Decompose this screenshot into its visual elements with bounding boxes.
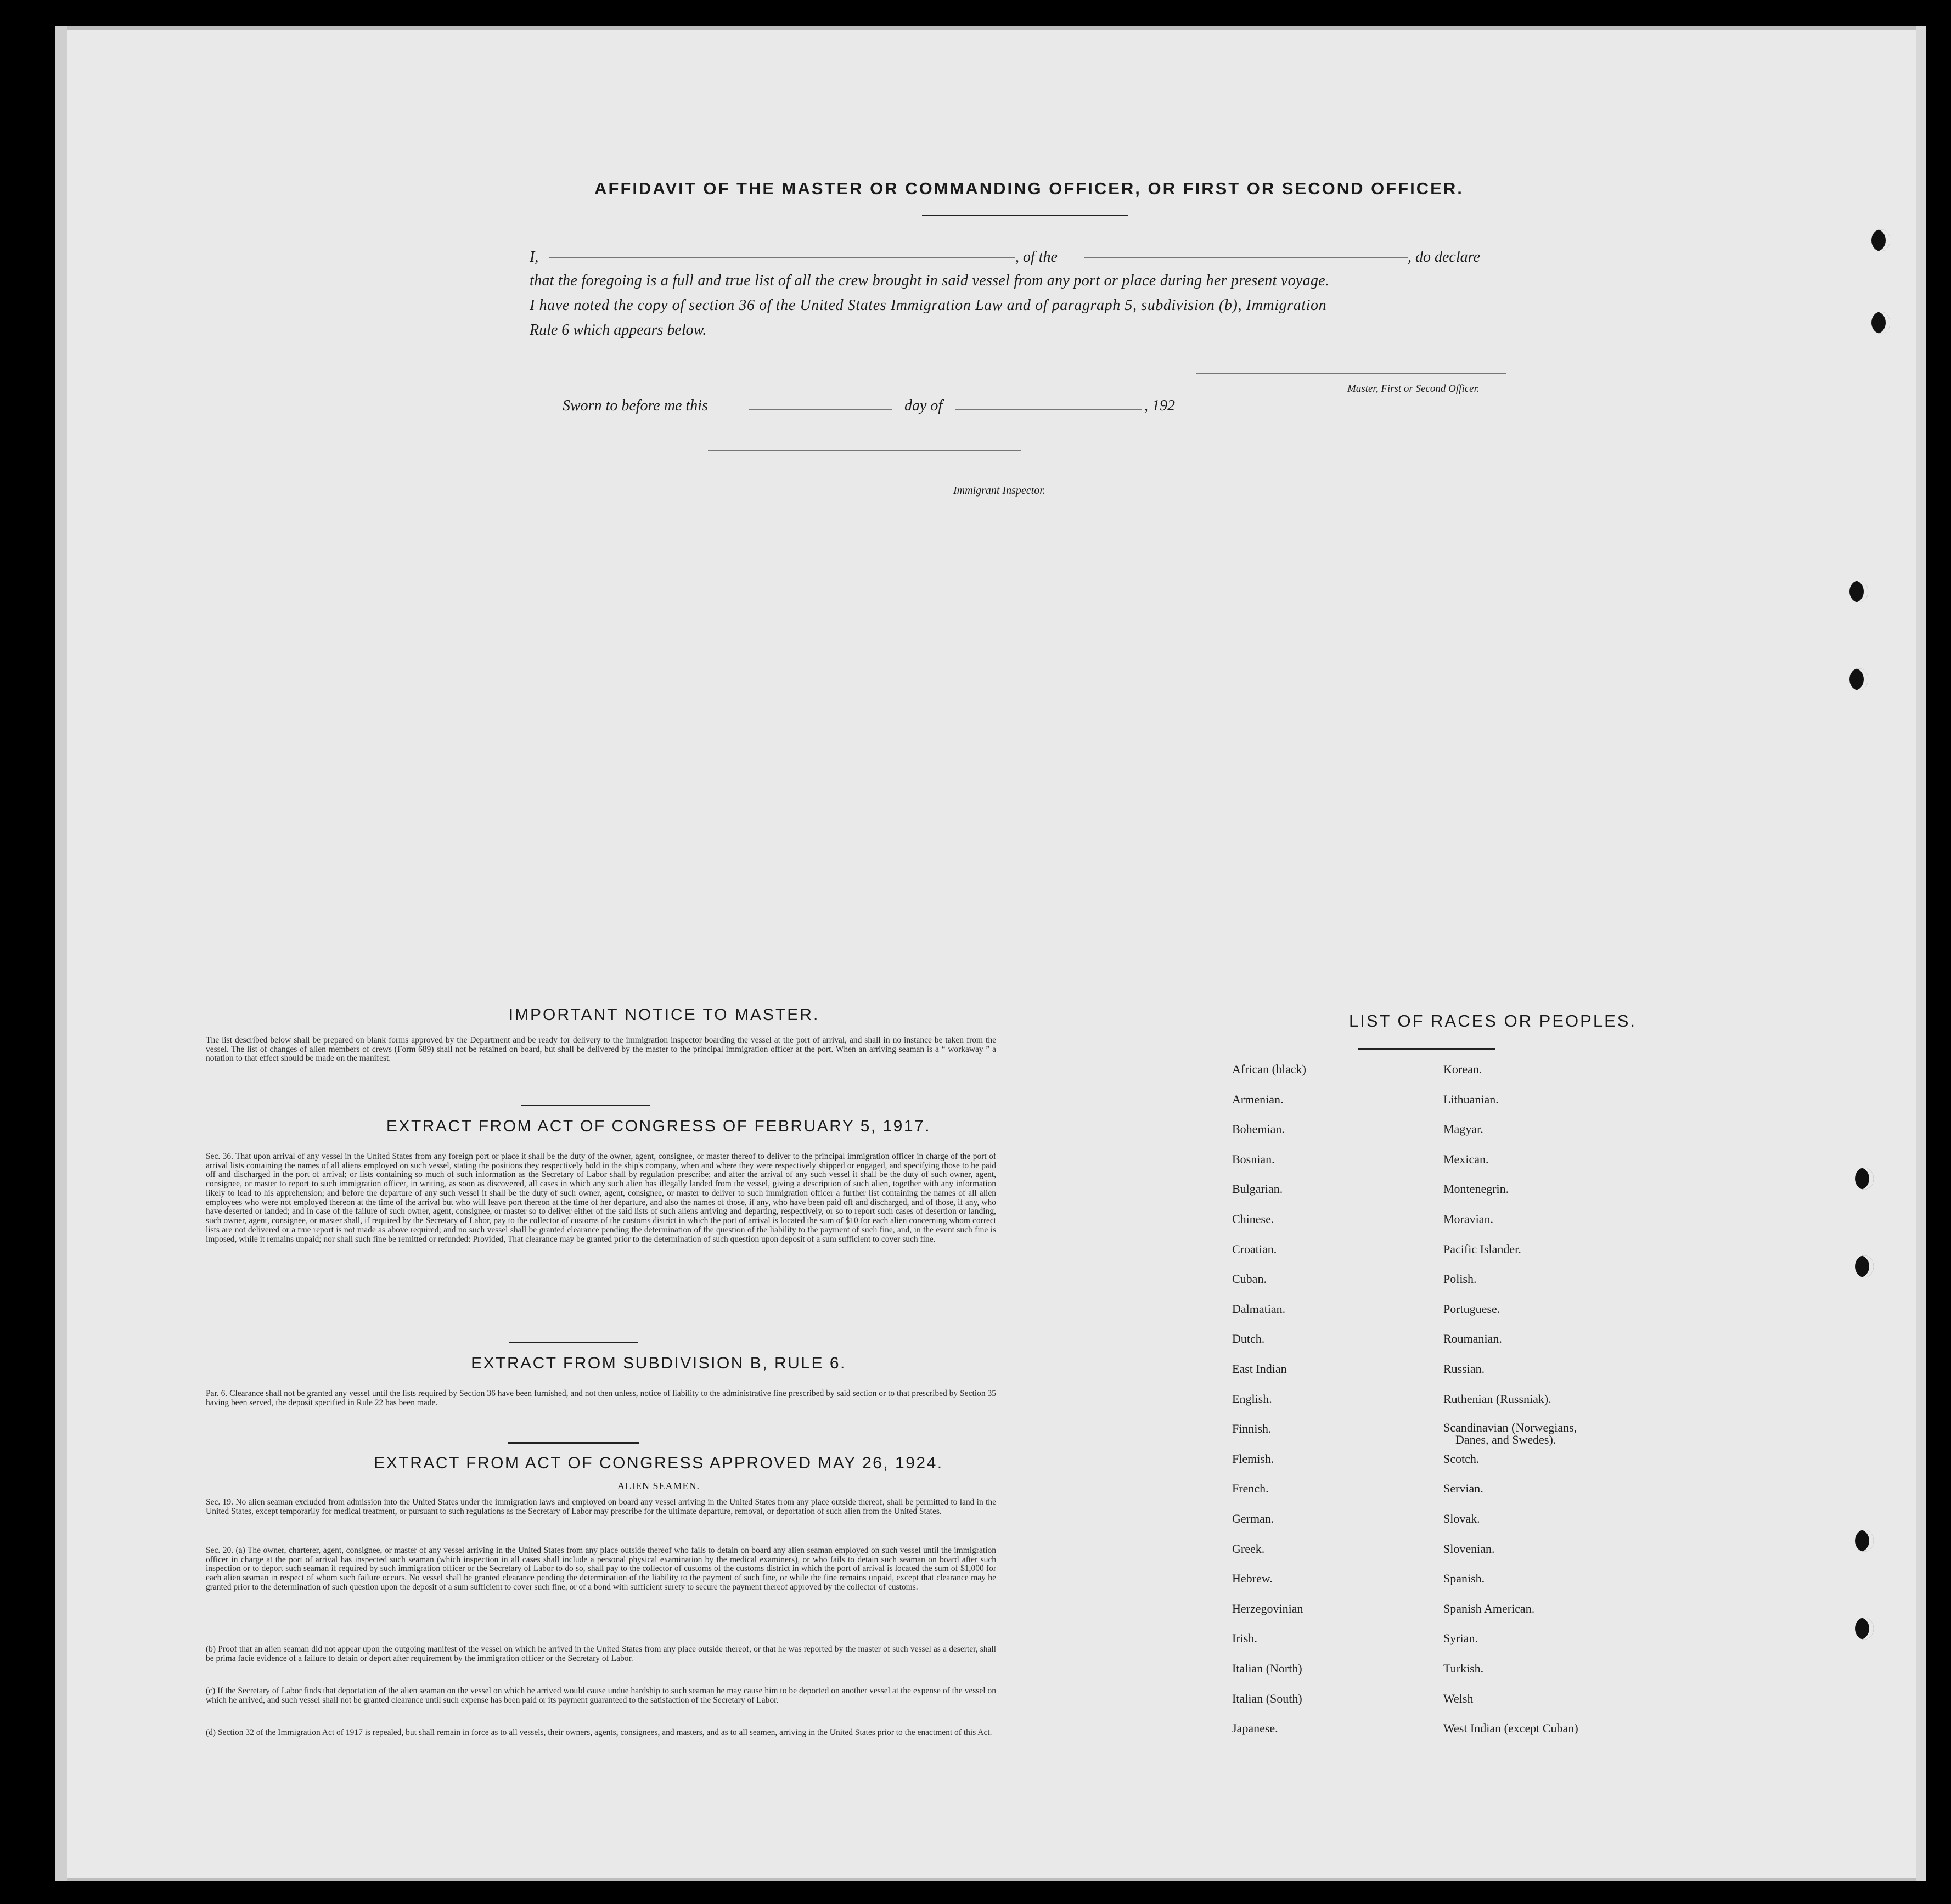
extract-1917-body: Sec. 36. That upon arrival of any vessel in the United States from any foreign port or place it shall be the duty of the owner, agent, consignee, or master thereof to deliver to the principal immigration officer in charge of the port of arrival lists containing the names of all aliens employed on such vessel, stating the positions they respectively hold in the ship's company, when and where they were respectively shipped or engaged, and specifying those to be paid off and discharged in the port of arrival; or lists containing so much of such information as the Secretary of Labor shall by regulation prescribe; and after the arrival of any such vessel it shall be the duty of such owner, agent, consignee, or master to report to such immigration officer, in writing, as soon as discovered, all cases in which any such alien has illegally landed from the vessel, giving a description of such alien, together with any information likely to lead to his apprehension; and before the departure of any such vessel it shall be the duty of such owner, agent, consignee, or master to deliver to such immigration officer a further list containing the names of all alien employees who were not employed thereon at the time of the arrival but who will leave port thereon at the time of her departure, and also the names of those, if any, who have been paid off and discharged, and of those, if any, who have deserted or landed; and in case of the failure of such owner, agent, consignee, or master so to deliver either of the said lists of such aliens arriving and departing, respectively, or so to report such cases of desertion or landing, such owner, agent, consignee, or master shall, if required by the Secretary of Labor, pay to the collector of customs of the customs district in which the port of arrival is located the sum of $10 for each alien concerning whom correct lists are not delivered or a true report is not made as above required; and no such vessel shall be granted clearance pending the determination of the question of the liability to the payment of such fine, and, in the event such fine is imposed, while it remains unpaid; nor shall such fine be remitted or refunded: Provided, That clearance may be granted prior to the determination of such question upon deposit of a sum sufficient to cover such fine. [206, 1152, 996, 1244]
race-item: French. [1232, 1481, 1269, 1495]
race-item: Russian. [1443, 1362, 1485, 1376]
race-item: Croatian. [1232, 1242, 1277, 1256]
alien-seamen-subtitle: ALIEN SEAMEN. [617, 1480, 700, 1491]
race-item: Italian (South) [1232, 1692, 1302, 1705]
day-of-label: day of [904, 397, 943, 414]
sec19-body: Sec. 19. No alien seaman excluded from admission into the United States under the immigration laws and employed on board any vessel arriving in the United States from any place outside thereof, shall be permitted to land in the United States, except temporarily for medical treatment, or pursuant to such regulations as the Secretary of Labor may prescribe for the ultimate departure, removal, or deportation of such alien from the United States. [206, 1497, 996, 1516]
race-item: Portuguese. [1443, 1302, 1500, 1316]
race-item: Turkish. [1443, 1661, 1484, 1675]
race-item: Irish. [1232, 1631, 1257, 1645]
race-item: Servian. [1443, 1481, 1483, 1495]
inspector-signature-blank[interactable] [708, 450, 1021, 451]
sec20a-body: Sec. 20. (a) The owner, charterer, agent, consignee, or master of any vessel arriving in the United States from any place outside thereof who fails to detain on board any alien seaman employed on such vessel until the immigration officer in charge at the port of arrival has inspected such seaman (which inspection in all cases shall include a personal physical examination by the medical examiners), or who fails to detain such seaman on board after such inspection or to deport such seaman if required by such immigration officer or the Secretary of Labor to do so, shall pay to the collector of customs of the customs district in which the port of arrival is located the sum of $1,000 for each alien seaman in respect of whom such failure occurs. No vessel shall be granted clearance pending the determination of the liability to the payment of such fine, or while the fine remains unpaid, except that clearance may be granted prior to the determination of such question upon the deposit of a sum sufficient to cover such fine, or of a bond with sufficient surety to secure the payment thereof approved by the collector of customs. [206, 1546, 996, 1592]
race-item: Herzegovinian [1232, 1602, 1303, 1615]
section-divider [508, 1442, 639, 1444]
sworn-month-blank[interactable] [955, 409, 1142, 410]
extract-1917-title: EXTRACT FROM ACT OF CONGRESS OF FEBRUARY 5, 1917. [386, 1117, 931, 1135]
race-item: Greek. [1232, 1542, 1265, 1556]
binder-hole [1871, 312, 1890, 334]
race-item: Slovak. [1443, 1512, 1480, 1525]
race-item: Magyar. [1443, 1122, 1483, 1136]
binder-hole [1849, 668, 1868, 690]
race-item: Welsh [1443, 1692, 1474, 1705]
race-item: Cuban. [1232, 1272, 1267, 1286]
race-item: Korean. [1443, 1062, 1482, 1076]
race-item: Scandinavian (Norwegians, Danes, and Swedes). [1443, 1421, 1577, 1446]
section-divider [521, 1105, 650, 1106]
section-divider [509, 1342, 638, 1343]
binder-hole [1871, 229, 1890, 251]
race-item: East Indian [1232, 1362, 1287, 1376]
affidavit-declare-label: , do declare [1408, 249, 1480, 266]
races-title: LIST OF RACES OR PEOPLES. [1348, 1011, 1637, 1030]
race-item: Lithuanian. [1443, 1092, 1499, 1106]
race-item: Spanish. [1443, 1571, 1485, 1585]
race-item: Armenian. [1232, 1092, 1284, 1106]
extract-rule6-title: EXTRACT FROM SUBDIVISION B, RULE 6. [471, 1354, 846, 1372]
affidavit-of-the-label: , of the [1015, 249, 1058, 266]
race-item: Bulgarian. [1232, 1182, 1283, 1196]
sec20d-body: (d) Section 32 of the Immigration Act of 1917 is repealed, but shall remain in force as to all vessels, their owners, agents, consignees, and masters, and as to all seamen, arriving in the United States prior to the enactment of this Act. [206, 1728, 992, 1737]
race-item: Bohemian. [1232, 1122, 1285, 1136]
race-item: Roumanian. [1443, 1332, 1502, 1345]
race-item: German. [1232, 1512, 1274, 1525]
race-item: West Indian (except Cuban) [1443, 1721, 1578, 1735]
binder-hole [1855, 1530, 1874, 1552]
race-item: Slovenian. [1443, 1542, 1495, 1556]
notice-title: IMPORTANT NOTICE TO MASTER. [508, 1006, 820, 1024]
notice-body: The list described below shall be prepared on blank forms approved by the Department and be ready for delivery to the immigration inspector boarding the vessel at the port of arrival, and shall in no instance be taken from the vessel. The list of changes of alien members of crews (Form 689) shall not be retained on board, but shall be delivered by the master to the principal immigration officer at the port. When an arriving seaman is a “ workaway ” a notation to that effect should be made on the manifest. [206, 1035, 996, 1063]
affidavit-title: AFFIDAVIT OF THE MASTER OR COMMANDING OFFICER, OR FIRST OR SECOND OFFICER. [594, 179, 1464, 198]
year-label: , 192 [1144, 397, 1175, 414]
title-underline [922, 215, 1128, 216]
race-item: Dutch. [1232, 1332, 1265, 1345]
right-page-edge [1916, 26, 1926, 1881]
affidavit-i-label: I, [530, 249, 539, 266]
race-item: Bosnian. [1232, 1152, 1275, 1166]
race-item: Ruthenian (Russniak). [1443, 1392, 1551, 1406]
affidavit-body-line: I have noted the copy of section 36 of the United States Immigration Law and of paragraph 5, subdivision (b), Immigration [530, 297, 1327, 314]
binder-hole [1849, 581, 1868, 602]
race-item: Pacific Islander. [1443, 1242, 1521, 1256]
binder-hole [1855, 1168, 1874, 1190]
race-item: Dalmatian. [1232, 1302, 1286, 1316]
left-page-edge [55, 26, 67, 1881]
race-item: Italian (North) [1232, 1661, 1302, 1675]
sec20b-body: (b) Proof that an alien seaman did not appear upon the outgoing manifest of the vessel on which he arrived in the United States from any place outside thereof, or that he was reported by the master of such vessel as a deserter, shall be prima facie evidence of a failure to detain or deport after requirement by the immigration officer or the Secretary of Labor. [206, 1644, 996, 1663]
race-item: Polish. [1443, 1272, 1477, 1286]
affidavit-body-line: that the foregoing is a full and true list of all the crew brought in said vessel from any port or place during her present voyage. [530, 272, 1330, 289]
master-signature-label: Master, First or Second Officer. [1347, 383, 1480, 395]
race-item: Syrian. [1443, 1631, 1478, 1645]
race-item: Hebrew. [1232, 1571, 1273, 1585]
race-item: Spanish American. [1443, 1602, 1535, 1615]
race-item: Montenegrin. [1443, 1182, 1509, 1196]
master-name-blank[interactable] [549, 257, 1015, 258]
race-item: Mexican. [1443, 1152, 1489, 1166]
binder-hole [1855, 1255, 1874, 1277]
inspector-label: Immigrant Inspector. [953, 485, 1045, 497]
race-item: Japanese. [1232, 1721, 1278, 1735]
document-page [55, 26, 1926, 1881]
binder-hole [1855, 1618, 1874, 1640]
sworn-label: Sworn to before me this [563, 397, 708, 414]
race-item: Flemish. [1232, 1452, 1274, 1466]
extract-rule6-body: Par. 6. Clearance shall not be granted any vessel until the lists required by Section 36 have been furnished, and not then unless, notice of liability to the administrative fine prescribed by said section or to that prescribed by Section 35 having been served, the deposit specified in Rule 22 has been made. [206, 1389, 996, 1407]
race-item: Finnish. [1232, 1422, 1272, 1435]
race-item: Scotch. [1443, 1452, 1480, 1466]
race-item: African (black) [1232, 1062, 1306, 1076]
races-title-underline [1358, 1048, 1495, 1050]
extract-1924-title: EXTRACT FROM ACT OF CONGRESS APPROVED MAY 26, 1924. [374, 1454, 943, 1472]
master-signature-blank[interactable] [1196, 373, 1506, 374]
affidavit-body-line: Rule 6 which appears below. [530, 322, 707, 339]
sec20c-body: (c) If the Secretary of Labor finds that deportation of the alien seaman on the vessel on which he arrived would cause undue hardship to such seaman he may cause him to be deported on another vessel at the expense of the vessel on which he arrived, and such vessel shall not be granted clearance until such expense has been paid or its payment guaranteed to the satisfaction of the Secretary of Labor. [206, 1686, 996, 1705]
race-item: English. [1232, 1392, 1272, 1406]
vessel-name-blank[interactable] [1084, 257, 1408, 258]
race-item: Moravian. [1443, 1212, 1494, 1226]
race-item: Chinese. [1232, 1212, 1274, 1226]
sworn-day-blank[interactable] [749, 409, 892, 410]
